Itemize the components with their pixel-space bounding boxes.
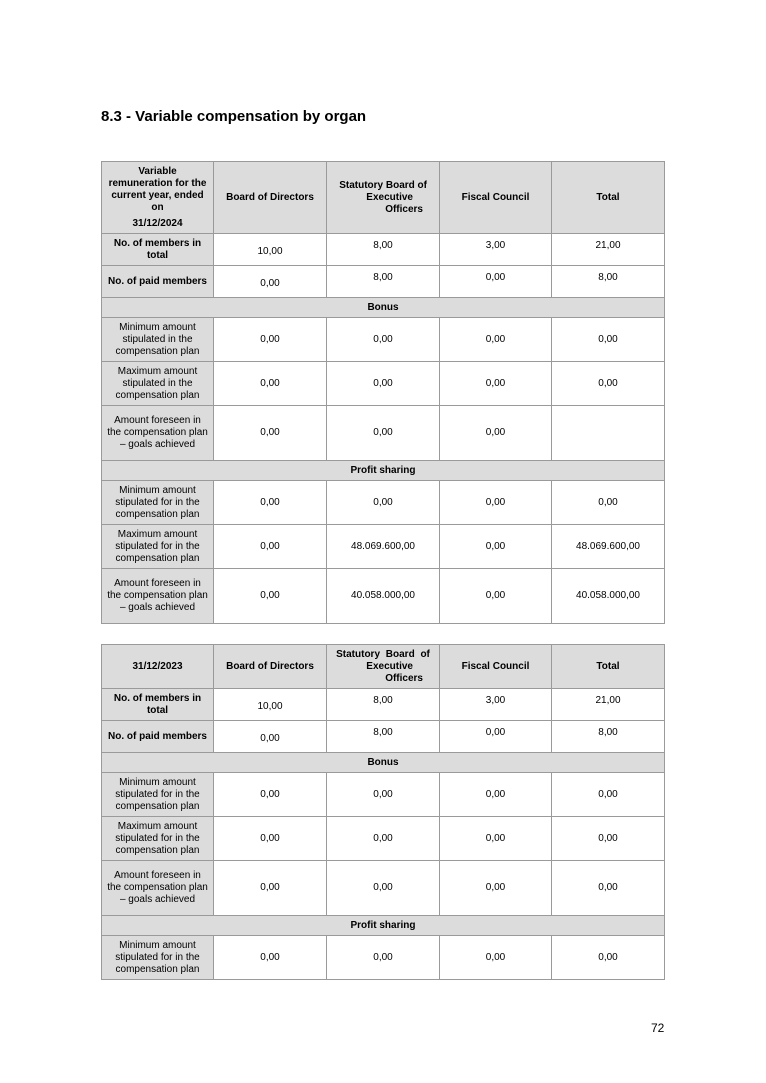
cell-value: 0,00 bbox=[440, 318, 552, 362]
table-row bbox=[102, 406, 665, 461]
cell-value: 21,00 bbox=[552, 234, 665, 266]
col-header-line: Statutory Board of bbox=[339, 179, 427, 191]
col-header-total: Total bbox=[552, 162, 665, 234]
table-row bbox=[102, 234, 665, 266]
cell-value: 0,00 bbox=[440, 773, 552, 817]
row-label: No. of members in total bbox=[102, 689, 214, 721]
cell-value: 10,00 bbox=[214, 234, 327, 266]
row-label: Maximum amount stipulated in the compensation plan bbox=[102, 362, 214, 406]
table-row bbox=[102, 817, 665, 861]
table-row bbox=[102, 362, 665, 406]
section-row-profit-sharing bbox=[102, 916, 665, 936]
corner-caption: Variable remuneration for the current year, ended on bbox=[108, 165, 207, 213]
cell-value: 0,00 bbox=[327, 773, 440, 817]
cell-value: 21,00 bbox=[552, 689, 665, 721]
table-row bbox=[102, 721, 665, 753]
table-row bbox=[102, 569, 665, 624]
section-header: Bonus bbox=[102, 298, 665, 318]
section-header: Profit sharing bbox=[102, 461, 665, 481]
cell-value: 0,00 bbox=[552, 817, 665, 861]
col-header-line: Officers bbox=[385, 672, 423, 684]
cell-value: 3,00 bbox=[440, 689, 552, 721]
cell-value: 0,00 bbox=[327, 362, 440, 406]
cell-value: 0,00 bbox=[214, 861, 327, 916]
cell-value: 0,00 bbox=[214, 266, 327, 298]
cell-value: 0,00 bbox=[440, 569, 552, 624]
cell-value: 0,00 bbox=[440, 406, 552, 461]
cell-value: 0,00 bbox=[327, 817, 440, 861]
row-label: No. of paid members bbox=[102, 266, 214, 298]
table-row bbox=[102, 266, 665, 298]
cell-value: 8,00 bbox=[327, 266, 440, 298]
table-header-row bbox=[102, 162, 665, 234]
cell-value: 8,00 bbox=[552, 266, 665, 298]
col-header-total: Total bbox=[552, 645, 665, 689]
compensation-table-2023 bbox=[101, 644, 665, 980]
cell-value: 0,00 bbox=[552, 318, 665, 362]
section-header: Bonus bbox=[102, 753, 665, 773]
cell-value: 0,00 bbox=[440, 525, 552, 569]
table-row bbox=[102, 936, 665, 980]
table-row bbox=[102, 318, 665, 362]
cell-value: 3,00 bbox=[440, 234, 552, 266]
cell-value: 40.058.000,00 bbox=[327, 569, 440, 624]
cell-value: 0,00 bbox=[214, 817, 327, 861]
cell-value: 0,00 bbox=[440, 861, 552, 916]
col-header-board-of-directors: Board of Directors bbox=[214, 645, 327, 689]
table-row bbox=[102, 773, 665, 817]
cell-value: 0,00 bbox=[214, 569, 327, 624]
col-header-line: Executive bbox=[366, 660, 413, 672]
cell-value: 0,00 bbox=[327, 318, 440, 362]
cell-value: 0,00 bbox=[552, 861, 665, 916]
corner-header bbox=[102, 162, 214, 234]
row-label: Minimum amount stipulated for in the compensation plan bbox=[102, 481, 214, 525]
table-row bbox=[102, 481, 665, 525]
col-header-line: Statutory Board of bbox=[336, 648, 430, 660]
col-header-board-of-directors: Board of Directors bbox=[214, 162, 327, 234]
col-header-line: Executive bbox=[366, 191, 413, 203]
cell-value: 10,00 bbox=[214, 689, 327, 721]
section-row-profit-sharing bbox=[102, 461, 665, 481]
cell-value: 8,00 bbox=[327, 721, 440, 753]
table-row bbox=[102, 525, 665, 569]
cell-value: 0,00 bbox=[214, 721, 327, 753]
cell-value: 0,00 bbox=[552, 936, 665, 980]
row-label: Amount foreseen in the compensation plan – goals achieved bbox=[102, 406, 214, 461]
cell-value: 0,00 bbox=[327, 936, 440, 980]
table-row bbox=[102, 689, 665, 721]
cell-value: 0,00 bbox=[214, 318, 327, 362]
row-label: Amount foreseen in the compensation plan – goals achieved bbox=[102, 861, 214, 916]
cell-value: 0,00 bbox=[214, 936, 327, 980]
section-row-bonus bbox=[102, 298, 665, 318]
row-label: No. of members in total bbox=[102, 234, 214, 266]
row-label: Maximum amount stipulated for in the compensation plan bbox=[102, 525, 214, 569]
corner-header: 31/12/2023 bbox=[102, 645, 214, 689]
page-number: 72 bbox=[651, 1021, 665, 1035]
cell-value: 0,00 bbox=[214, 525, 327, 569]
cell-value bbox=[552, 406, 665, 461]
cell-value: 0,00 bbox=[327, 406, 440, 461]
col-header-fiscal-council: Fiscal Council bbox=[440, 645, 552, 689]
cell-value: 0,00 bbox=[440, 362, 552, 406]
page-title: 8.3 - Variable compensation by organ bbox=[101, 108, 367, 125]
compensation-table-2024 bbox=[101, 161, 665, 624]
col-header-statutory-board bbox=[327, 645, 440, 689]
table-row bbox=[102, 861, 665, 916]
cell-value: 0,00 bbox=[552, 773, 665, 817]
cell-value: 8,00 bbox=[552, 721, 665, 753]
section-header: Profit sharing bbox=[102, 916, 665, 936]
cell-value: 48.069.600,00 bbox=[327, 525, 440, 569]
cell-value: 40.058.000,00 bbox=[552, 569, 665, 624]
cell-value: 0,00 bbox=[440, 817, 552, 861]
table-header-row bbox=[102, 645, 665, 689]
col-header-fiscal-council: Fiscal Council bbox=[440, 162, 552, 234]
cell-value: 0,00 bbox=[440, 481, 552, 525]
cell-value: 0,00 bbox=[552, 481, 665, 525]
cell-value: 0,00 bbox=[214, 773, 327, 817]
cell-value: 0,00 bbox=[327, 861, 440, 916]
cell-value: 8,00 bbox=[327, 234, 440, 266]
row-label: Minimum amount stipulated for in the compensation plan bbox=[102, 773, 214, 817]
corner-date: 31/12/2024 bbox=[132, 217, 183, 229]
cell-value: 0,00 bbox=[214, 362, 327, 406]
row-label: Maximum amount stipulated for in the compensation plan bbox=[102, 817, 214, 861]
cell-value: 0,00 bbox=[214, 481, 327, 525]
row-label: Minimum amount stipulated for in the compensation plan bbox=[102, 936, 214, 980]
cell-value: 0,00 bbox=[440, 936, 552, 980]
cell-value: 48.069.600,00 bbox=[552, 525, 665, 569]
cell-value: 0,00 bbox=[440, 721, 552, 753]
row-label: Amount foreseen in the compensation plan – goals achieved bbox=[102, 569, 214, 624]
cell-value: 0,00 bbox=[440, 266, 552, 298]
cell-value: 0,00 bbox=[552, 362, 665, 406]
cell-value: 8,00 bbox=[327, 689, 440, 721]
cell-value: 0,00 bbox=[327, 481, 440, 525]
section-row-bonus bbox=[102, 753, 665, 773]
cell-value: 0,00 bbox=[214, 406, 327, 461]
row-label: Minimum amount stipulated in the compensation plan bbox=[102, 318, 214, 362]
col-header-statutory-board bbox=[327, 162, 440, 234]
row-label: No. of paid members bbox=[102, 721, 214, 753]
col-header-line: Officers bbox=[385, 203, 423, 215]
